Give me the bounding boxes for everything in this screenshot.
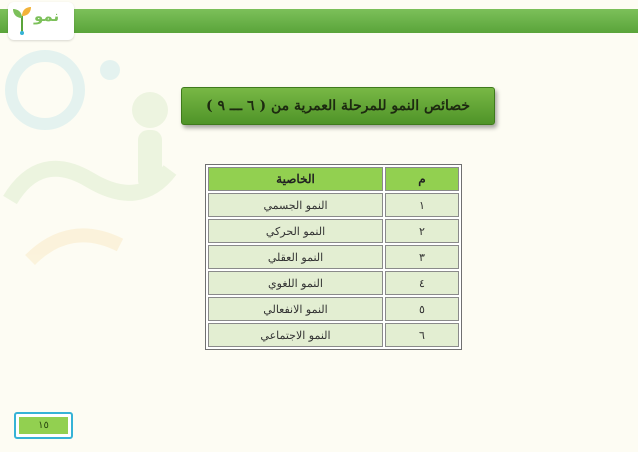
row-trait: النمو الحركي [208,219,383,243]
page-number: ١٥ [19,417,68,434]
table-row [208,193,459,217]
header-number: م [385,167,459,191]
table-row [208,245,459,269]
header-trait: الخاصية [208,167,383,191]
row-number: ٦ [385,323,459,347]
row-trait: النمو الجسمي [208,193,383,217]
traits-table [205,164,462,350]
logo-text: نمو [34,7,60,25]
title-banner [181,87,495,125]
row-trait: النمو الاجتماعي [208,323,383,347]
table-row [208,323,459,347]
row-number: ٢ [385,219,459,243]
row-number: ١ [385,193,459,217]
row-number: ٣ [385,245,459,269]
background-watermark [0,30,200,290]
table-row [208,219,459,243]
table-header-row [208,167,459,191]
row-number: ٥ [385,297,459,321]
page-number-badge [14,412,73,439]
page-title: خصائص النمو للمرحلة العمرية من ( ٦ ـــ ٩ ) [205,98,471,114]
row-trait: النمو اللغوي [208,271,383,295]
row-trait: النمو العقلي [208,245,383,269]
table-row [208,271,459,295]
row-trait: النمو الانفعالي [208,297,383,321]
table-row [208,297,459,321]
row-number: ٤ [385,271,459,295]
